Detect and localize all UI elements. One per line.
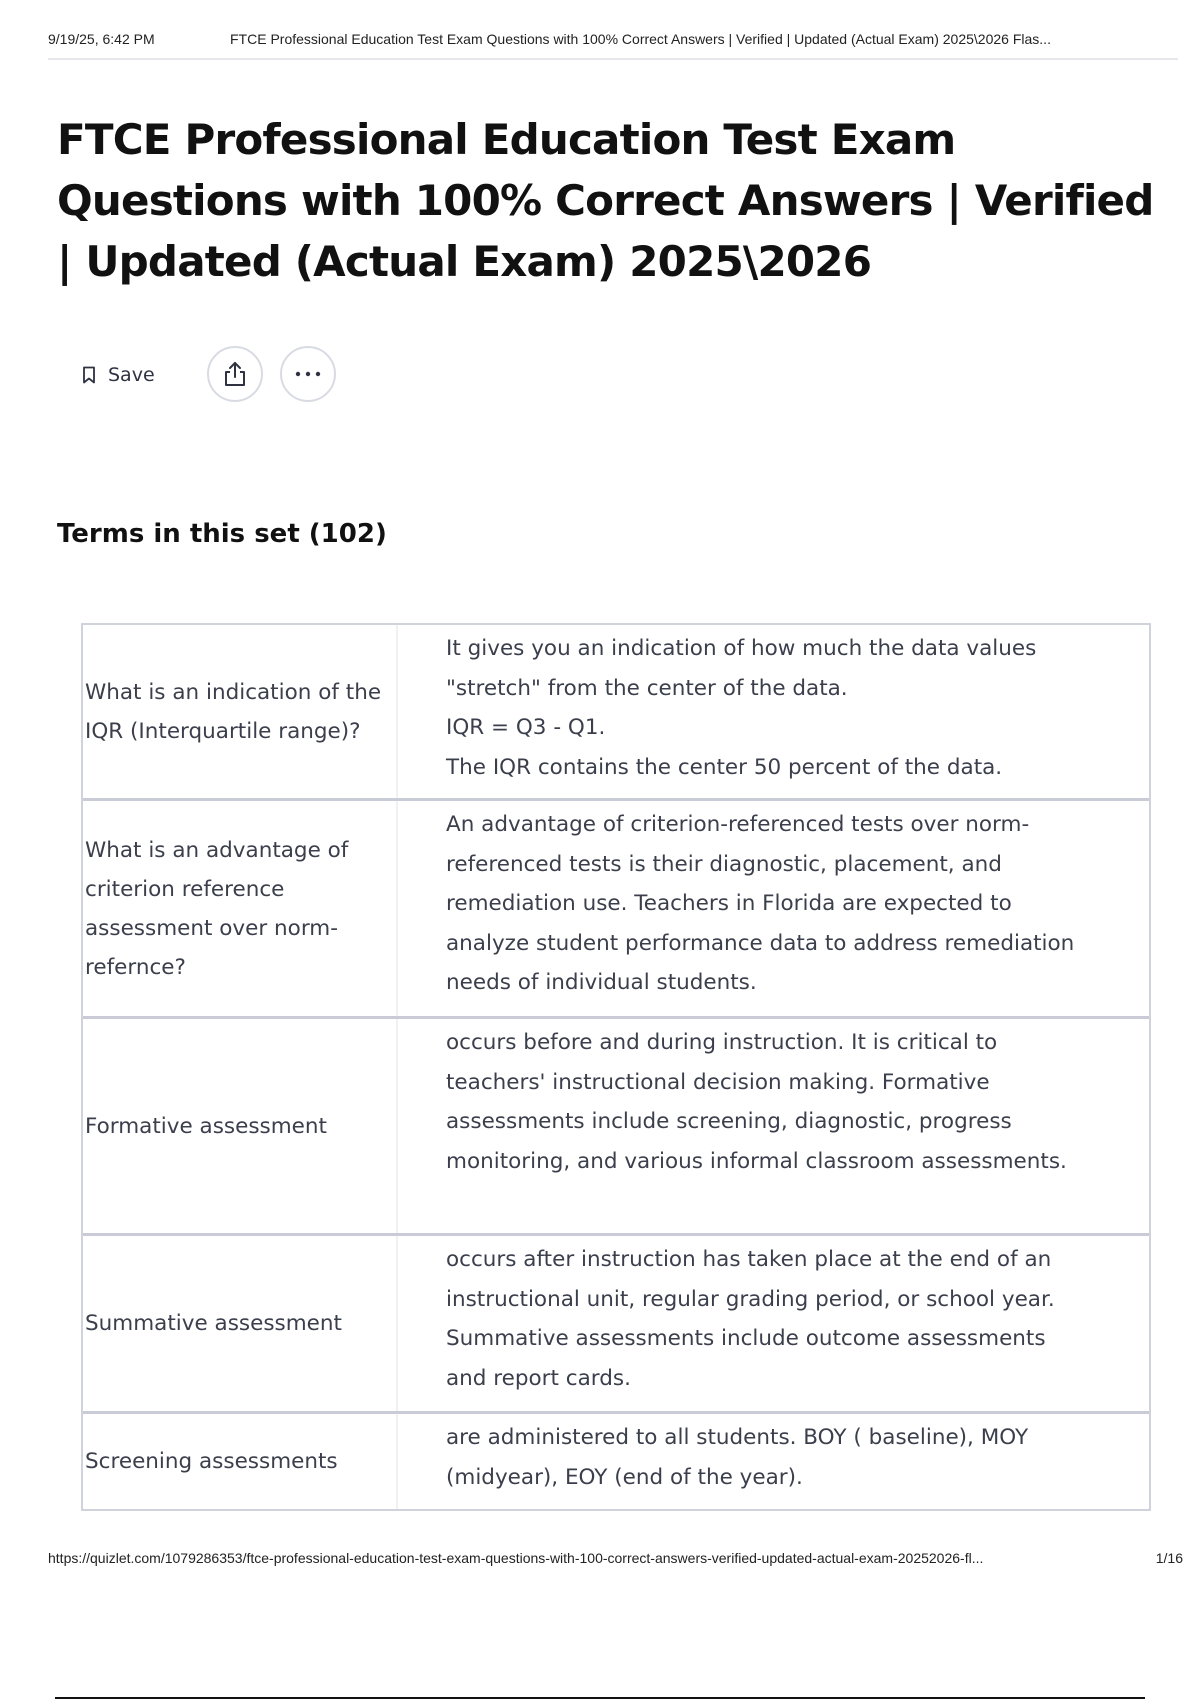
- term-row: [83, 625, 1149, 801]
- share-button[interactable]: [207, 346, 263, 402]
- term-word: Formative assessment: [83, 1019, 398, 1233]
- definition-line: occurs before and during instruction. It is critical to teachers' instructional decision making. Formative assessments include screening, diagnostic, progress monitoring, and various informal classroom assessments.: [446, 1030, 1067, 1174]
- definition-line: IQR = Q3 - Q1.: [446, 715, 606, 740]
- print-url: https://quizlet.com/1079286353/ftce-professional-education-test-exam-questions-with-100-correct-answers-verified-updated-actual-exam-20252026-fl...: [48, 1550, 984, 1566]
- term-row: [83, 1236, 1149, 1414]
- term-word: What is an advantage of criterion reference assessment over norm-refernce?: [83, 801, 398, 1016]
- definition-line: It gives you an indication of how much the data values "stretch" from the center of the data.: [446, 636, 1037, 701]
- page-title: FTCE Professional Education Test Exam Questions with 100% Correct Answers | Verified | Updated (Actual Exam) 2025\2026: [57, 115, 1154, 286]
- term-row: [83, 1414, 1149, 1509]
- definition-line: An advantage of criterion-referenced tests over norm-referenced tests is their diagnostic, placement, and remediation use. Teachers in Florida are expected to analyze student performance data to address remediation needs of individual students.: [446, 812, 1075, 995]
- term-definition: [398, 625, 1149, 798]
- terms-table: [81, 623, 1151, 1511]
- print-date: 9/19/25, 6:42 PM: [48, 31, 155, 47]
- definition-line: The IQR contains the center 50 percent of the data.: [446, 754, 1003, 780]
- bookmark-icon: [82, 366, 96, 384]
- term-row: [83, 801, 1149, 1019]
- term-word: Screening assessments: [83, 1414, 398, 1509]
- more-horizontal-icon: [294, 370, 322, 378]
- more-options-button[interactable]: [280, 346, 336, 402]
- term-word: Summative assessment: [83, 1236, 398, 1411]
- terms-heading: Terms in this set (102): [57, 519, 387, 549]
- definition-line: are administered to all students. BOY ( baseline), MOY (midyear), EOY (end of the year).: [446, 1425, 1029, 1490]
- page-divider: [55, 1697, 1145, 1699]
- share-icon: [222, 360, 248, 388]
- term-definition: [398, 1236, 1149, 1411]
- term-row: [83, 1019, 1149, 1236]
- save-button[interactable]: [82, 360, 155, 390]
- print-document-title: FTCE Professional Education Test Exam Questions with 100% Correct Answers | Verified | Updated (Actual Exam) 2025\2026 Flas...: [230, 31, 1051, 47]
- term-definition: [398, 1019, 1149, 1233]
- term-word: What is an indication of the IQR (Interquartile range)?: [83, 625, 398, 798]
- definition-line: occurs after instruction has taken place at the end of an instructional unit, regular grading period, or school year. Summative assessments include outcome assessments and report cards.: [446, 1247, 1055, 1391]
- term-definition: [398, 1414, 1149, 1509]
- term-definition: [398, 801, 1149, 1016]
- page-number: 1/16: [1155, 1550, 1183, 1566]
- save-label: Save: [108, 364, 155, 386]
- print-header: [48, 28, 1178, 60]
